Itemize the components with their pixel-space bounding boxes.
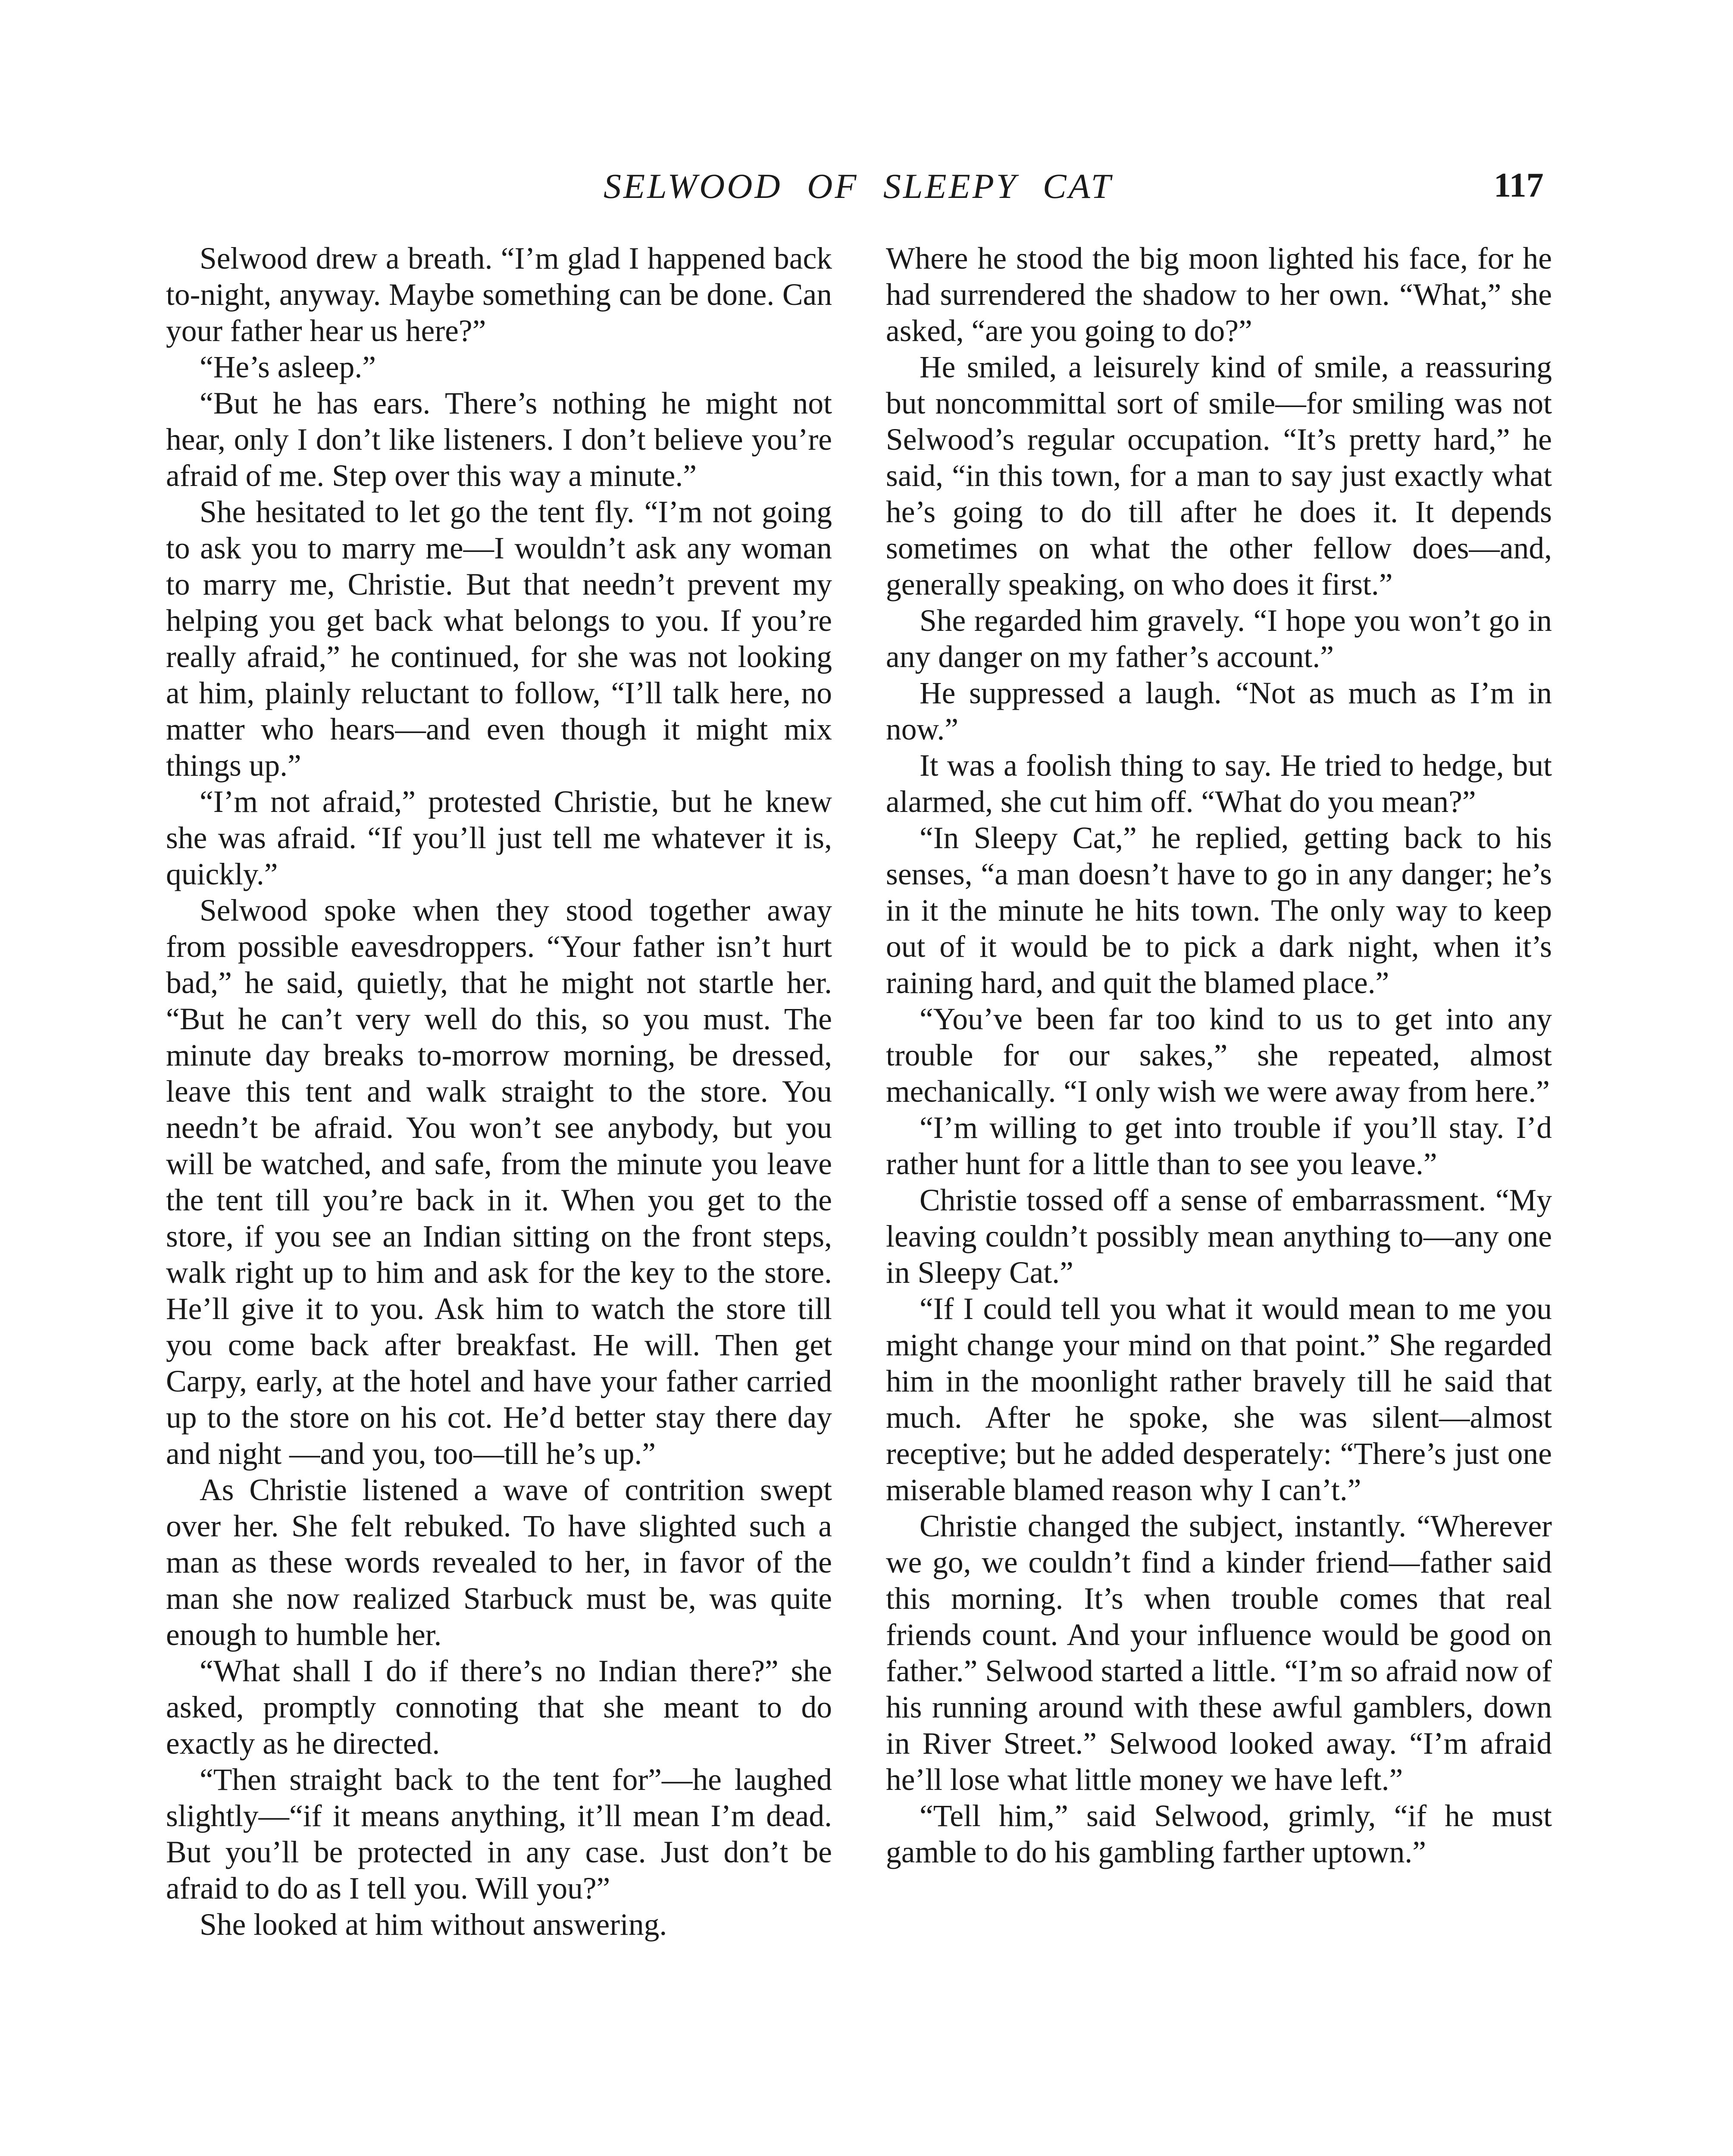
paragraph-continued: Where he stood the big moon lighted his face, for he had surrendered the shadow to her own. “What,” she asked, “are you going to do?”: [886, 241, 1552, 348]
paragraph: “I’m willing to get into trouble if you’ll stay. I’d rather hunt for a little than to see you leave.”: [886, 1111, 1552, 1181]
paragraph: It was a foolish thing to say. He tried to hedge, but alarmed, she cut him off. “What do you mean?”: [886, 749, 1552, 819]
right-column: [886, 241, 1552, 1871]
paragraph: “But he has ears. There’s nothing he might not hear, only I don’t like listeners. I don’t believe you’re afraid of me. Step over this way a minute.”: [166, 386, 832, 493]
paragraph: “If I could tell you what it would mean to me you might change your mind on that point.” She regarded him in the moonlight rather bravely till he said that much. After he spoke, she was silent—almost receptive; but he added desperately: “There’s just one miserable blamed reason why I can’t.”: [886, 1292, 1552, 1507]
paragraph: “You’ve been far too kind to us to get into any trouble for our sakes,” she repeated, almost mechanically. “I only wish we were away from here.”: [886, 1002, 1552, 1109]
paragraph: He smiled, a leisurely kind of smile, a reassuring but noncommittal sort of smile—for smiling was not Selwood’s regular occupation. “It’s pretty hard,” he said, “in this town, for a man to say just exactly what he’s going to do till after he does it. It depends sometimes on what the other fellow does—and, generally speaking, on who does it first.”: [886, 350, 1552, 602]
paragraph: Christie changed the subject, instantly. “Wherever we go, we couldn’t find a kinder friend—father said this morning. It’s when trouble comes that real friends count. And your influence would be good on father.” Selwood started a little. “I’m so afraid now of his running around with these awful gamblers, down in River Street.” Selwood looked away. “I’m afraid he’ll lose what little money we have left.”: [886, 1509, 1552, 1797]
paragraph: As Christie listened a wave of contrition swept over her. She felt rebuked. To have slighted such a man as these words revealed to her, in favor of the man she now realized Starbuck must be, was quite enough to humble her.: [166, 1473, 832, 1652]
page-header: [0, 166, 1733, 213]
left-column: [166, 241, 832, 1943]
paragraph: Christie tossed off a sense of embarrassment. “My leaving couldn’t possibly mean anything to—any one in Sleepy Cat.”: [886, 1183, 1552, 1290]
paragraph: “Tell him,” said Selwood, grimly, “if he must gamble to do his gambling farther uptown.”: [886, 1799, 1552, 1869]
paragraph: She regarded him gravely. “I hope you won’t go in any danger on my father’s account.”: [886, 604, 1552, 674]
paragraph: “In Sleepy Cat,” he replied, getting back to his senses, “a man doesn’t have to go in any danger; he’s in it the minute he hits town. The only way to keep out of it would be to pick a dark night, when it’s raining hard, and quit the blamed place.”: [886, 821, 1552, 1000]
paragraph: “What shall I do if there’s no Indian there?” she asked, promptly connoting that she meant to do exactly as he directed.: [166, 1654, 832, 1761]
page-number: 117: [1494, 166, 1544, 204]
paragraph: Selwood spoke when they stood together away from possible eavesdroppers. “Your father isn’t hurt bad,” he said, quietly, that he might not startle her. “But he can’t very well do this, so you must. The minute day breaks to-morrow morning, be dressed, leave this tent and walk straight to the store. You needn’t be afraid. You won’t see anybody, but you will be watched, and safe, from the minute you leave the tent till you’re back in it. When you get to the store, if you see an Indian sitting on the front steps, walk right up to him and ask for the key to the store. He’ll give it to you. Ask him to watch the store till you come back after breakfast. He will. Then get Carpy, early, at the hotel and have your father carried up to the store on his cot. He’d better stay there day and night —and you, too—till he’s up.”: [166, 893, 832, 1471]
paragraph: “I’m not afraid,” protested Christie, but he knew she was afraid. “If you’ll just tell me whatever it is, quickly.”: [166, 785, 832, 891]
paragraph: Selwood drew a breath. “I’m glad I happened back to-night, anyway. Maybe something can be done. Can your father hear us here?”: [166, 241, 832, 348]
paragraph: “Then straight back to the tent for”—he laughed slightly—“if it means anything, it’ll mean I’m dead. But you’ll be protected in any case. Just don’t be afraid to do as I tell you. Will you?”: [166, 1763, 832, 1905]
running-head: SELWOOD OF SLEEPY CAT: [604, 166, 1113, 206]
paragraph: “He’s asleep.”: [200, 350, 376, 384]
paragraph: He suppressed a laugh. “Not as much as I’m in now.”: [886, 676, 1552, 746]
paragraph: She looked at him without answering.: [200, 1908, 667, 1942]
paragraph: She hesitated to let go the tent fly. “I’m not going to ask you to marry me—I wouldn’t ask any woman to marry me, Christie. But that needn’t prevent my helping you get back what belongs to you. If you’re really afraid,” he continued, for she was not looking at him, plainly reluctant to follow, “I’ll talk here, no matter who hears—and even though it might mix things up.”: [166, 495, 832, 783]
